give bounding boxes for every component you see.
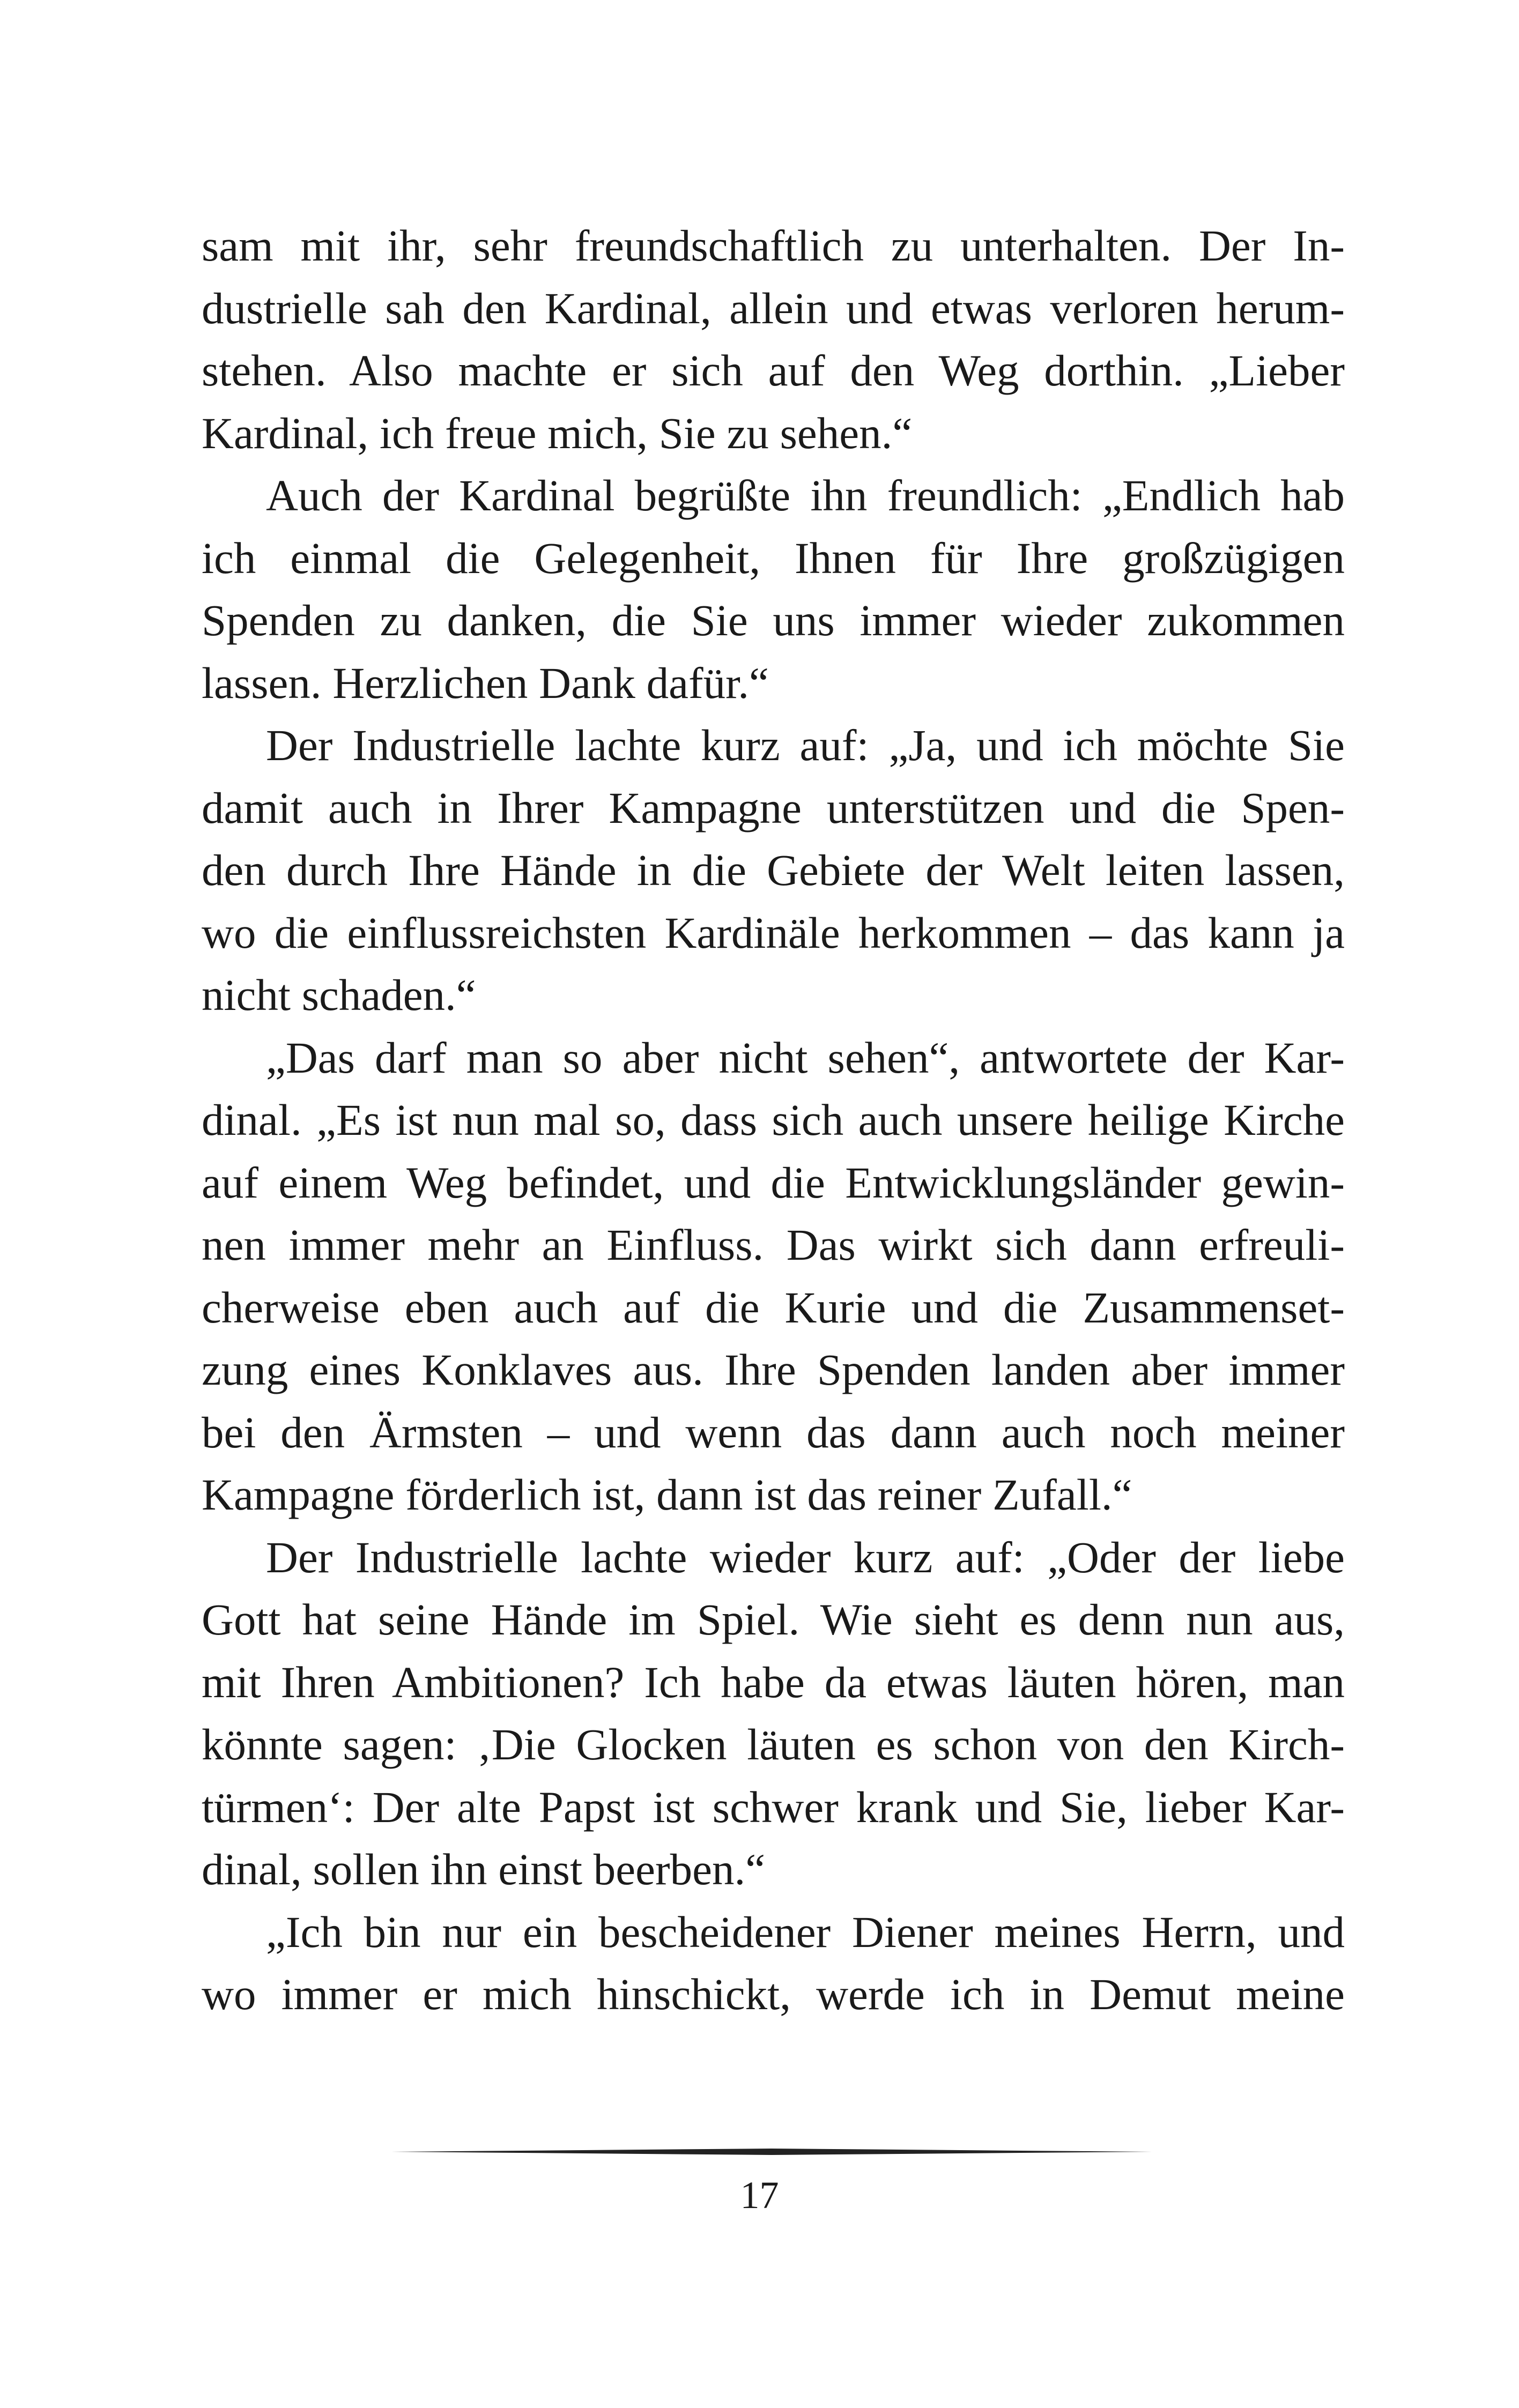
text-line: könnte sagen: ‚Die Glocken läuten es schon von den Kirch- xyxy=(202,1720,1345,1769)
text-line: nen immer mehr an Einfluss. Das wirkt sich dann erfreuli- xyxy=(202,1220,1345,1269)
text-line: dinal. „Es ist nun mal so, dass sich auch unsere heilige Kirche xyxy=(202,1095,1345,1144)
text-line: zung eines Konklaves aus. Ihre Spenden landen aber immer xyxy=(202,1345,1345,1394)
text-line: Der Industrielle lachte kurz auf: „Ja, und ich möchte Sie xyxy=(266,720,1345,770)
text-line: damit auch in Ihrer Kampagne unterstützen und die Spen- xyxy=(202,783,1345,833)
text-line: dustrielle sah den Kardinal, allein und etwas verloren herum- xyxy=(202,283,1345,333)
body-text xyxy=(202,214,1345,2026)
text-line: nicht schaden.“ xyxy=(202,970,476,1020)
text-line: dinal, sollen ihn einst beerben.“ xyxy=(202,1845,766,1894)
footer-rule xyxy=(391,2149,1152,2155)
text-line: den durch Ihre Hände in die Gebiete der Welt leiten lassen, xyxy=(202,845,1345,895)
text-line: „Ich bin nur ein bescheidener Diener meines Herrn, und xyxy=(266,1907,1345,1957)
text-line: Kardinal, ich freue mich, Sie zu sehen.“ xyxy=(202,408,913,458)
text-line: wo immer er mich hinschickt, werde ich in Demut meine xyxy=(202,1969,1345,2019)
text-line: cherweise eben auch auf die Kurie und die Zusammenset- xyxy=(202,1282,1345,1332)
text-line: „Das darf man so aber nicht sehen“, antwortete der Kar- xyxy=(266,1032,1345,1082)
text-line: lassen. Herzlichen Dank dafür.“ xyxy=(202,658,769,708)
text-line: sam mit ihr, sehr freundschaftlich zu unterhalten. Der In- xyxy=(202,221,1345,270)
text-line: Der Industrielle lachte wieder kurz auf: „Oder der liebe xyxy=(266,1532,1345,1582)
text-line: Spenden zu danken, die Sie uns immer wieder zukommen xyxy=(202,596,1345,645)
text-line: Auch der Kardinal begrüßte ihn freundlich: „Endlich hab xyxy=(266,471,1345,520)
text-line: mit Ihren Ambitionen? Ich habe da etwas läuten hören, man xyxy=(202,1657,1345,1707)
text-line: ich einmal die Gelegenheit, Ihnen für Ihre großzügigen xyxy=(202,533,1345,583)
text-line: auf einem Weg befindet, und die Entwicklungsländer gewin- xyxy=(202,1157,1345,1207)
text-line: stehen. Also machte er sich auf den Weg dorthin. „Lieber xyxy=(202,346,1345,395)
text-line: bei den Ärmsten – und wenn das dann auch noch meiner xyxy=(202,1407,1345,1457)
text-line: Gott hat seine Hände im Spiel. Wie sieht es denn nun aus, xyxy=(202,1595,1345,1644)
footer-rule-line xyxy=(391,2149,1152,2155)
text-line: türmen‘: Der alte Papst ist schwer krank und Sie, lieber Kar- xyxy=(202,1782,1345,1832)
page-number: 17 xyxy=(740,2174,779,2217)
text-line: Kampagne förderlich ist, dann ist das reiner Zufall.“ xyxy=(202,1470,1132,1519)
text-line: wo die einflussreichsten Kardinäle herkommen – das kann ja xyxy=(202,908,1345,957)
